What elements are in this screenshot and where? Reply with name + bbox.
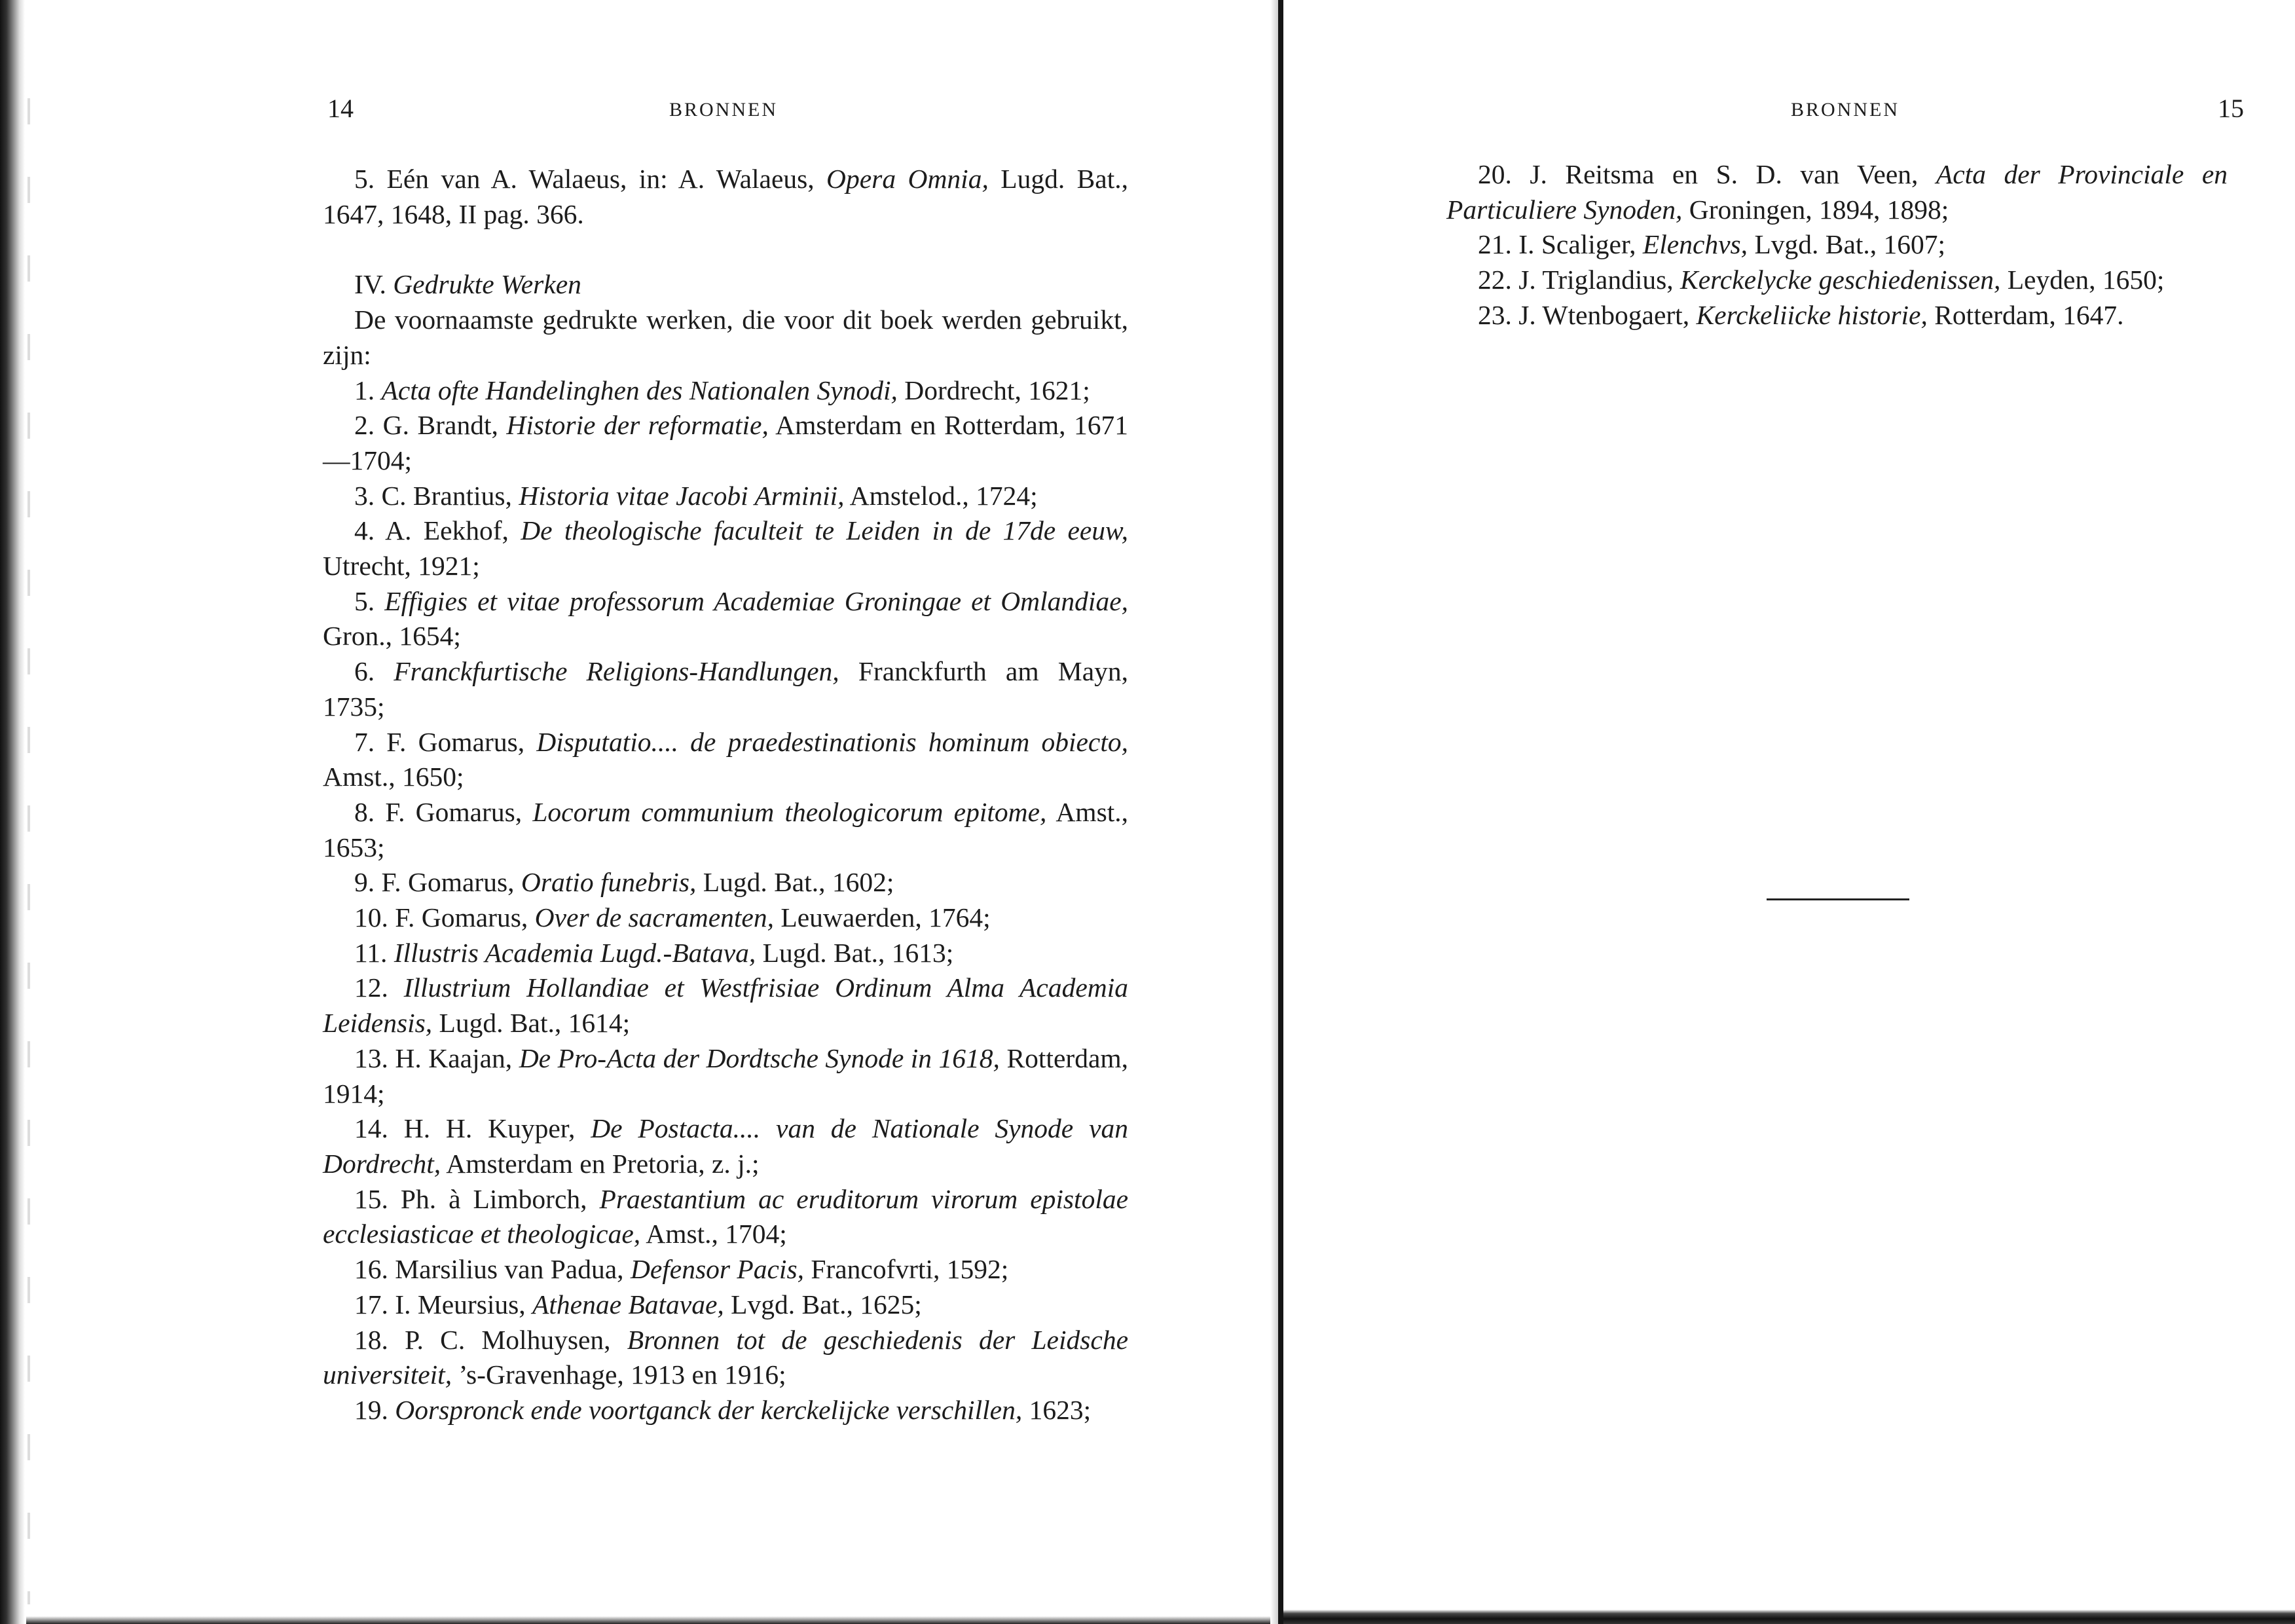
list-item: 6. Franckfurtische Religions-Handlungen, Franckfurth am Mayn, 1735; [323,656,1128,722]
running-head-left: BRONNEN [669,99,779,120]
left-column [323,162,1128,1428]
list-item: 18. P. C. Molhuysen, Bronnen tot de geschiedenis der Leidsche universiteit, ’s-Gravenhage, 1913 en 1916; [323,1324,1128,1390]
list-item: 9. F. Gomarus, Oratio funebris, Lugd. Bat., 1602; [354,867,894,898]
running-head-right: BRONNEN [1791,99,1900,120]
list-item: 2. G. Brandt, Historie der reformatie, Amsterdam en Rotterdam, 1671—1704; [323,410,1129,475]
archive-item-5: 5. Eén van A. Walaeus, in: A. Walaeus, Opera Omnia, Lugd. Bat., 1647, 1648, II pag. 366. [323,164,1129,229]
list-item: 7. F. Gomarus, Disputatio.... de praedestinationis hominum obiecto, Amst., 1650; [323,726,1129,792]
right-column [1446,157,2228,333]
page-number-left: 14 [327,94,354,123]
right-page [1285,0,2295,1624]
list-item: 21. I. Scaliger, Elenchvs, Lvgd. Bat., 1607; [1478,229,1946,260]
book-gutter [1278,0,1283,1624]
list-item: 19. Oorspronck ende voortganck der kerckelijcke verschillen, 1623; [354,1394,1092,1425]
list-item: 11. Illustris Academia Lugd.-Batava, Lugd. Bat., 1613; [354,937,954,968]
list-item: 10. F. Gomarus, Over de sacramenten, Leuwaerden, 1764; [354,902,991,933]
list-item: 14. H. H. Kuyper, De Postacta.... van de Nationale Synode van Dordrecht, Amsterdam en Pretoria, z. j.; [323,1113,1128,1179]
list-item: 13. H. Kaajan, De Pro-Acta der Dordtsche Synode in 1618, Rotterdam, 1914; [323,1043,1129,1109]
list-item: 17. I. Meursius, Athenae Batavae, Lvgd. Bat., 1625; [354,1289,922,1320]
list-item: 20. J. Reitsma en S. D. van Veen, Acta der Provinciale en Particuliere Synoden, Groningen, 1894, 1898; [1446,159,2228,225]
section-intro: De voornaamste gedrukte werken, die voor dit boek werden gebruikt, zijn: [323,304,1128,370]
list-item: 8. F. Gomarus, Locorum communium theologicorum epitome, Amst., 1653; [323,796,1129,862]
section-heading: IV. Gedrukte Werken [354,269,581,300]
list-item: 1. Acta ofte Handelinghen des Nationalen Synodi, Dordrecht, 1621; [354,375,1090,405]
page-number-right: 15 [2218,94,2244,123]
list-item: 22. J. Triglandius, Kerckelycke geschiedenissen, Leyden, 1650; [1478,265,2165,295]
list-item: 4. A. Eekhof, De theologische faculteit te Leiden in de 17de eeuw, Utrecht, 1921; [323,515,1129,581]
list-item: 3. C. Brantius, Historia vitae Jacobi Arminii, Amstelod., 1724; [354,480,1038,511]
list-item: 12. Illustrium Hollandiae et Westfrisiae Ordinum Alma Academia Leidensis, Lugd. Bat., 1614; [323,972,1128,1039]
list-item: 15. Ph. à Limborch, Praestantium ac eruditorum virorum epistolae ecclesiasticae et theologicae, Amst., 1704; [323,1183,1129,1249]
end-rule [1767,898,1909,900]
list-item: 5. Effigies et vitae professorum Academiae Groningae et Omlandiae, Gron., 1654; [323,585,1128,652]
list-item: 23. J. Wtenbogaert, Kerckeliicke historie, Rotterdam, 1647. [1478,299,2124,330]
list-item: 16. Marsilius van Padua, Defensor Pacis, Francofvrti, 1592; [354,1254,1009,1285]
